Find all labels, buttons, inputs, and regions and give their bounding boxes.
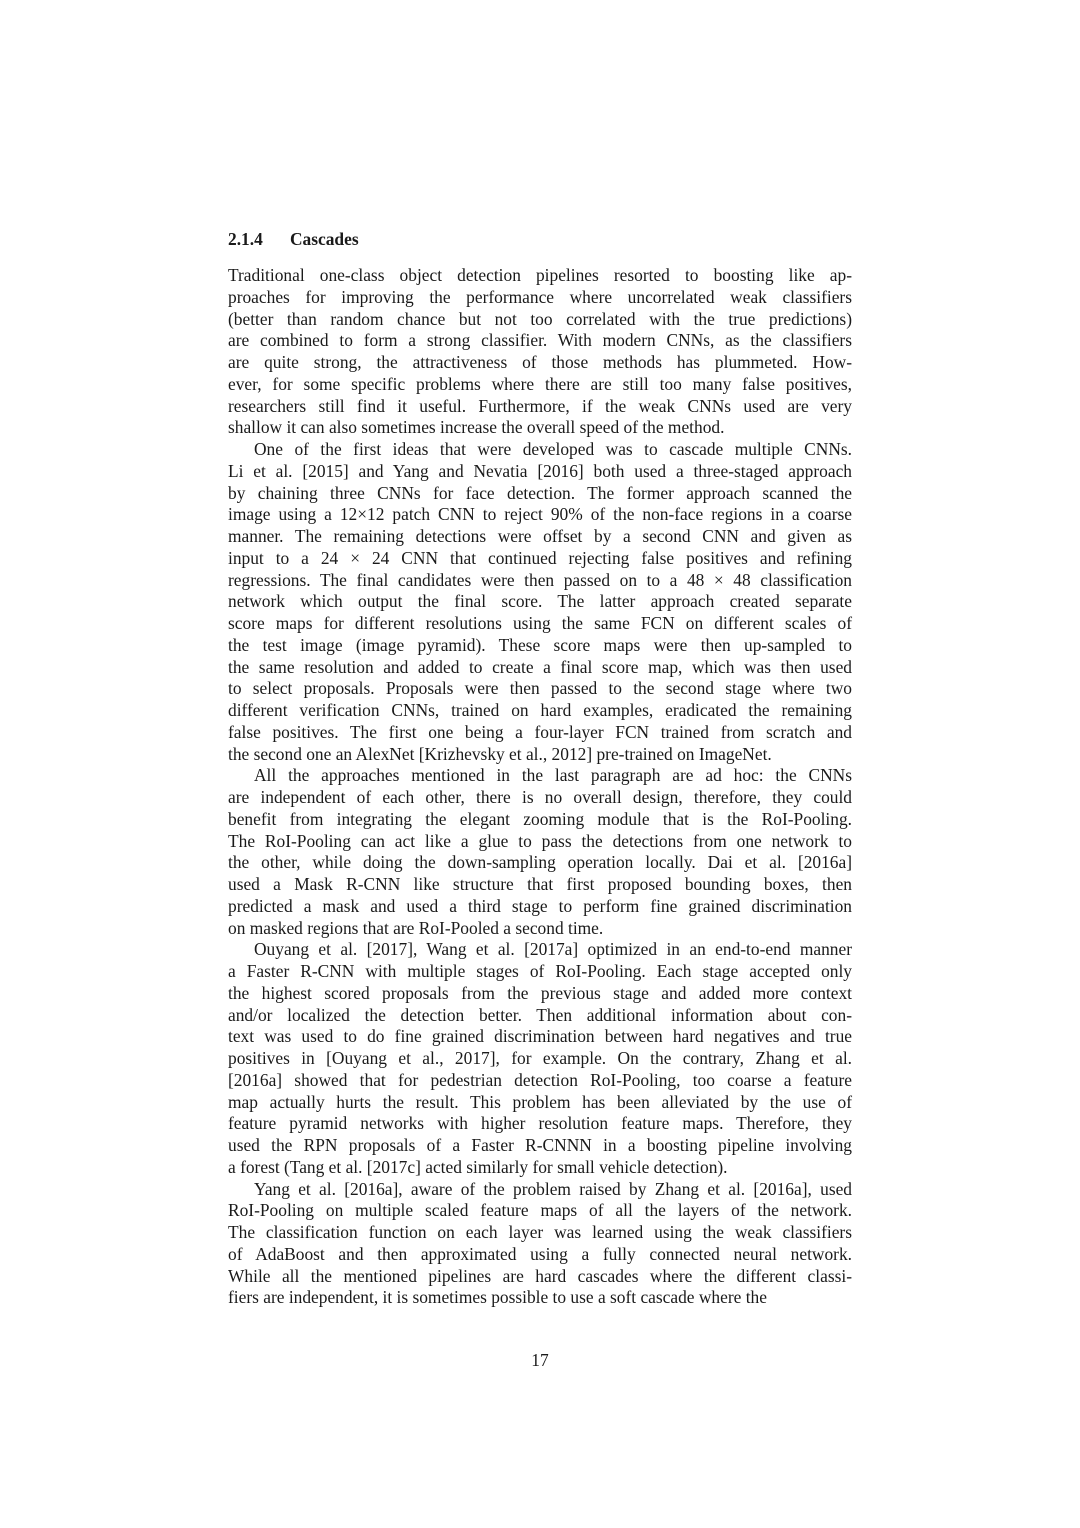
paragraphs [228, 265, 852, 1309]
text-line: are combined to form a strong classifier. With modern CNNs, as the classifiers [228, 330, 852, 351]
text-line: map actually hurts the result. This problem has been alleviated by the use of [228, 1091, 852, 1112]
text-line: are independent of each other, there is no overall design, therefore, they could [228, 787, 852, 807]
text-line: ever, for some specific problems where there are still too many false positives, [228, 373, 852, 394]
text-line: Yang et al. [2016a], aware of the problem raised by Zhang et al. [2016a], used [254, 1178, 852, 1199]
section-number: 2.1.4 [228, 229, 263, 249]
text-line: used a Mask R-CNN like structure that first proposed bounding boxes, then [228, 874, 852, 894]
text-line: the second one an AlexNet [Krizhevsky et al., 2012] pre-trained on ImageNet. [228, 743, 772, 764]
text-line: network which output the final score. The latter approach created separate [228, 591, 852, 612]
text-line: predicted a mask and used a third stage to perform fine grained discrimination [228, 895, 852, 916]
text-line: The RoI-Pooling can act like a glue to pass the detections from one network to [228, 830, 852, 851]
text-line: the test image (image pyramid). These score maps were then up-sampled to [228, 634, 852, 655]
paragraph [228, 439, 852, 765]
text-line: on masked regions that are RoI-Pooled a second time. [228, 917, 604, 938]
text-line: different verification CNNs, trained on hard examples, eradicated the remaining [228, 700, 852, 720]
text-line: to select proposals. Proposals were then passed to the second stage where two [228, 678, 852, 699]
text-line: and/or localized the detection better. Then additional information about con- [228, 1004, 852, 1025]
text-line: RoI-Pooling on multiple scaled feature maps of all the layers of the network. [228, 1200, 852, 1221]
body-text [228, 226, 852, 1309]
paragraph [228, 939, 852, 1178]
text-line: One of the first ideas that were developed was to cascade multiple CNNs. [254, 439, 852, 459]
text-line: The classification function on each layer was learned using the weak classifiers [228, 1222, 852, 1242]
section-title: Cascades [290, 229, 359, 249]
text-line: [2016a] showed that for pedestrian detection RoI-Pooling, too coarse a feature [228, 1069, 852, 1090]
paragraph [228, 1179, 852, 1310]
text-line: (better than random chance but not too correlated with the true predictions) [228, 308, 852, 329]
text-line: regressions. The final candidates were then passed on to a 48 × 48 classification [228, 569, 852, 590]
text-line: are quite strong, the attractiveness of those methods has plummeted. How- [228, 352, 852, 372]
text-line: false positives. The first one being a four-layer FCN trained from scratch and [228, 721, 852, 742]
text-line: of AdaBoost and then approximated using a fully connected neural network. [228, 1243, 852, 1264]
text-line: used the RPN proposals of a Faster R-CNNN in a boosting pipeline involving [228, 1135, 852, 1155]
text-line: the same resolution and added to create a final score map, which was then used [228, 656, 852, 677]
text-line: All the approaches mentioned in the last paragraph are ad hoc: the CNNs [254, 765, 852, 786]
text-line: feature pyramid networks with higher resolution feature maps. Therefore, they [228, 1113, 852, 1134]
text-line: score maps for different resolutions using the same FCN on different scales of [228, 613, 852, 633]
text-line: shallow it can also sometimes increase the overall speed of the method. [228, 417, 725, 438]
text-line: a forest (Tang et al. [2017c] acted similarly for small vehicle detection). [228, 1156, 728, 1177]
paragraph [228, 765, 852, 939]
text-line: manner. The remaining detections were offset by a second CNN and given as [228, 526, 852, 546]
text-line: While all the mentioned pipelines are hard cascades where the different classi- [228, 1265, 852, 1286]
section-heading [228, 226, 852, 252]
paragraph [228, 265, 852, 439]
text-line: fiers are independent, it is sometimes possible to use a soft cascade where the [228, 1287, 767, 1308]
text-line: benefit from integrating the elegant zooming module that is the RoI-Pooling. [228, 808, 852, 829]
text-line: the highest scored proposals from the previous stage and added more context [228, 982, 852, 1003]
text-line: image using a 12×12 patch CNN to reject 90% of the non-face regions in a coarse [228, 504, 852, 525]
text-line: Traditional one-class object detection pipelines resorted to boosting like ap- [228, 265, 852, 285]
text-line: the other, while doing the down-sampling operation locally. Dai et al. [2016a] [228, 852, 852, 873]
text-line: by chaining three CNNs for face detection. The former approach scanned the [228, 482, 852, 503]
page-number: 17 [531, 1350, 549, 1370]
text-line: Ouyang et al. [2017], Wang et al. [2017a] optimized in an end-to-end manner [254, 939, 852, 960]
text-line: proaches for improving the performance where uncorrelated weak classifiers [228, 286, 852, 307]
text-line: positives in [Ouyang et al., 2017], for example. On the contrary, Zhang et al. [228, 1048, 852, 1068]
text-line: text was used to do fine grained discrimination between hard negatives and true [228, 1026, 852, 1047]
text-line: researchers still find it useful. Furthermore, if the weak CNNs used are very [228, 395, 852, 416]
text-line: input to a 24 × 24 CNN that continued rejecting false positives and refining [228, 547, 852, 568]
text-line: Li et al. [2015] and Yang and Nevatia [2016] both used a three-staged approach [228, 460, 852, 481]
text-line: a Faster R-CNN with multiple stages of RoI-Pooling. Each stage accepted only [228, 961, 852, 981]
